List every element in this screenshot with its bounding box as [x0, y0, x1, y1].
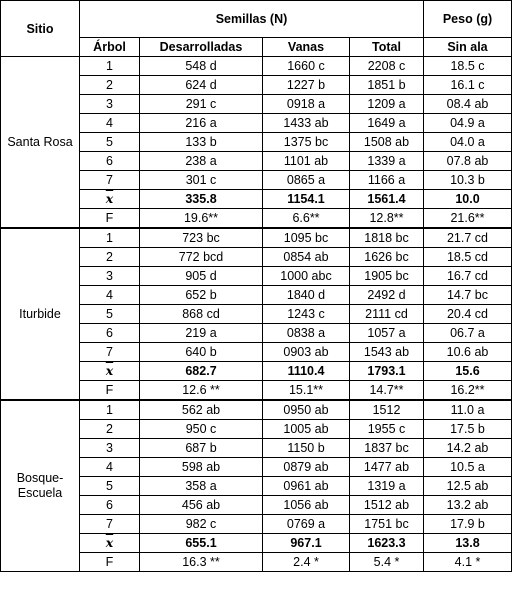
mean-developed-cell: 682.7: [140, 362, 263, 381]
f-label-cell: F: [80, 209, 140, 229]
wingless-weight-cell: 04.9 a: [424, 114, 512, 133]
developed-cell: 301 c: [140, 171, 263, 190]
empty-cell: 1005 ab: [263, 420, 350, 439]
f-developed-cell: 16.3 **: [140, 553, 263, 572]
developed-cell: 456 ab: [140, 496, 263, 515]
wingless-weight-cell: 20.4 cd: [424, 305, 512, 324]
total-cell: 1905 bc: [350, 267, 424, 286]
f-empty-cell: 2.4 *: [263, 553, 350, 572]
f-label-cell: F: [80, 553, 140, 572]
total-cell: 2111 cd: [350, 305, 424, 324]
total-cell: 1512: [350, 400, 424, 420]
tree-number-cell: 5: [80, 305, 140, 324]
developed-cell: 358 a: [140, 477, 263, 496]
wingless-weight-cell: 16.7 cd: [424, 267, 512, 286]
total-cell: 1649 a: [350, 114, 424, 133]
tree-number-cell: 2: [80, 76, 140, 95]
total-cell: 1508 ab: [350, 133, 424, 152]
developed-cell: 598 ab: [140, 458, 263, 477]
f-wingless-cell: 21.6**: [424, 209, 512, 229]
f-wingless-cell: 16.2**: [424, 381, 512, 401]
total-cell: 1818 bc: [350, 228, 424, 248]
table-row: [1, 400, 512, 420]
wingless-weight-cell: 10.5 a: [424, 458, 512, 477]
mean-total-cell: 1561.4: [350, 190, 424, 209]
mean-developed-cell: 655.1: [140, 534, 263, 553]
wingless-weight-cell: 16.1 c: [424, 76, 512, 95]
tree-number-cell: 3: [80, 95, 140, 114]
empty-cell: 0879 ab: [263, 458, 350, 477]
tree-number-cell: 3: [80, 267, 140, 286]
tree-number-cell: 5: [80, 133, 140, 152]
total-cell: 1339 a: [350, 152, 424, 171]
f-label-cell: F: [80, 381, 140, 401]
mean-symbol: $\overline{x}$: [105, 191, 114, 206]
empty-cell: 1375 bc: [263, 133, 350, 152]
developed-cell: 687 b: [140, 439, 263, 458]
mean-empty-cell: 967.1: [263, 534, 350, 553]
header-developed: Desarrolladas: [140, 38, 263, 57]
header-empty: Vanas: [263, 38, 350, 57]
tree-number-cell: 4: [80, 114, 140, 133]
mean-wingless-cell: 13.8: [424, 534, 512, 553]
total-cell: 1851 b: [350, 76, 424, 95]
header-wingless: Sin ala: [424, 38, 512, 57]
empty-cell: 0838 a: [263, 324, 350, 343]
tree-number-cell: 4: [80, 286, 140, 305]
developed-cell: 640 b: [140, 343, 263, 362]
mean-total-cell: 1793.1: [350, 362, 424, 381]
developed-cell: 624 d: [140, 76, 263, 95]
empty-cell: 1433 ab: [263, 114, 350, 133]
tree-number-cell: 7: [80, 343, 140, 362]
header-total: Total: [350, 38, 424, 57]
empty-cell: 0918 a: [263, 95, 350, 114]
developed-cell: 982 c: [140, 515, 263, 534]
empty-cell: 0903 ab: [263, 343, 350, 362]
wingless-weight-cell: 08.4 ab: [424, 95, 512, 114]
empty-cell: 1056 ab: [263, 496, 350, 515]
f-developed-cell: 19.6**: [140, 209, 263, 229]
total-cell: 1166 a: [350, 171, 424, 190]
total-cell: 1057 a: [350, 324, 424, 343]
f-empty-cell: 15.1**: [263, 381, 350, 401]
empty-cell: 1243 c: [263, 305, 350, 324]
total-cell: 1319 a: [350, 477, 424, 496]
tree-number-cell: 6: [80, 496, 140, 515]
tree-number-cell: 7: [80, 515, 140, 534]
total-cell: 1512 ab: [350, 496, 424, 515]
empty-cell: 0769 a: [263, 515, 350, 534]
wingless-weight-cell: 12.5 ab: [424, 477, 512, 496]
f-developed-cell: 12.6 **: [140, 381, 263, 401]
developed-cell: 133 b: [140, 133, 263, 152]
wingless-weight-cell: 21.7 cd: [424, 228, 512, 248]
wingless-weight-cell: 10.6 ab: [424, 343, 512, 362]
wingless-weight-cell: 17.5 b: [424, 420, 512, 439]
mean-symbol-cell: [80, 362, 140, 381]
tree-number-cell: 2: [80, 248, 140, 267]
wingless-weight-cell: 11.0 a: [424, 400, 512, 420]
wingless-weight-cell: 04.0 a: [424, 133, 512, 152]
developed-cell: 905 d: [140, 267, 263, 286]
mean-total-cell: 1623.3: [350, 534, 424, 553]
empty-cell: 1227 b: [263, 76, 350, 95]
developed-cell: 548 d: [140, 57, 263, 76]
table-row: [1, 57, 512, 76]
developed-cell: 868 cd: [140, 305, 263, 324]
wingless-weight-cell: 13.2 ab: [424, 496, 512, 515]
total-cell: 2492 d: [350, 286, 424, 305]
empty-cell: 1000 abc: [263, 267, 350, 286]
empty-cell: 1150 b: [263, 439, 350, 458]
tree-number-cell: 2: [80, 420, 140, 439]
developed-cell: 950 c: [140, 420, 263, 439]
mean-symbol: $\overline{x}$: [105, 535, 114, 550]
wingless-weight-cell: 14.2 ab: [424, 439, 512, 458]
developed-cell: 652 b: [140, 286, 263, 305]
tree-number-cell: 5: [80, 477, 140, 496]
header-tree: Árbol: [80, 38, 140, 57]
developed-cell: 772 bcd: [140, 248, 263, 267]
wingless-weight-cell: 17.9 b: [424, 515, 512, 534]
header-seeds-group: Semillas (N): [80, 1, 424, 38]
developed-cell: 291 c: [140, 95, 263, 114]
site-name-cell: Bosque-Escuela: [1, 400, 80, 572]
developed-cell: 238 a: [140, 152, 263, 171]
f-total-cell: 12.8**: [350, 209, 424, 229]
tree-number-cell: 4: [80, 458, 140, 477]
total-cell: 1209 a: [350, 95, 424, 114]
wingless-weight-cell: 18.5 c: [424, 57, 512, 76]
developed-cell: 723 bc: [140, 228, 263, 248]
tree-number-cell: 3: [80, 439, 140, 458]
empty-cell: 0961 ab: [263, 477, 350, 496]
site-name-cell: Santa Rosa: [1, 57, 80, 229]
tree-number-cell: 6: [80, 152, 140, 171]
site-name-cell: Iturbide: [1, 228, 80, 400]
tree-number-cell: 1: [80, 57, 140, 76]
wingless-weight-cell: 18.5 cd: [424, 248, 512, 267]
total-cell: 1955 c: [350, 420, 424, 439]
total-cell: 2208 c: [350, 57, 424, 76]
f-total-cell: 5.4 *: [350, 553, 424, 572]
mean-empty-cell: 1154.1: [263, 190, 350, 209]
f-total-cell: 14.7**: [350, 381, 424, 401]
wingless-weight-cell: 10.3 b: [424, 171, 512, 190]
empty-cell: 1660 c: [263, 57, 350, 76]
mean-symbol-cell: [80, 190, 140, 209]
mean-wingless-cell: 10.0: [424, 190, 512, 209]
developed-cell: 216 a: [140, 114, 263, 133]
empty-cell: 1101 ab: [263, 152, 350, 171]
empty-cell: 0865 a: [263, 171, 350, 190]
empty-cell: 1840 d: [263, 286, 350, 305]
table-row: [1, 228, 512, 248]
total-cell: 1626 bc: [350, 248, 424, 267]
mean-symbol: $\overline{x}$: [105, 363, 114, 378]
developed-cell: 219 a: [140, 324, 263, 343]
tree-number-cell: 1: [80, 400, 140, 420]
developed-cell: 562 ab: [140, 400, 263, 420]
total-cell: 1477 ab: [350, 458, 424, 477]
header-site: Sitio: [1, 1, 80, 57]
wingless-weight-cell: 07.8 ab: [424, 152, 512, 171]
table-header: [1, 1, 512, 57]
mean-developed-cell: 335.8: [140, 190, 263, 209]
f-wingless-cell: 4.1 *: [424, 553, 512, 572]
tree-number-cell: 1: [80, 228, 140, 248]
total-cell: 1751 bc: [350, 515, 424, 534]
f-empty-cell: 6.6**: [263, 209, 350, 229]
total-cell: 1543 ab: [350, 343, 424, 362]
header-weight-group: Peso (g): [424, 1, 512, 38]
mean-symbol-cell: [80, 534, 140, 553]
mean-wingless-cell: 15.6: [424, 362, 512, 381]
wingless-weight-cell: 14.7 bc: [424, 286, 512, 305]
table-body: [1, 57, 512, 572]
empty-cell: 1095 bc: [263, 228, 350, 248]
tree-number-cell: 7: [80, 171, 140, 190]
total-cell: 1837 bc: [350, 439, 424, 458]
empty-cell: 0950 ab: [263, 400, 350, 420]
mean-empty-cell: 1110.4: [263, 362, 350, 381]
wingless-weight-cell: 06.7 a: [424, 324, 512, 343]
empty-cell: 0854 ab: [263, 248, 350, 267]
tree-number-cell: 6: [80, 324, 140, 343]
